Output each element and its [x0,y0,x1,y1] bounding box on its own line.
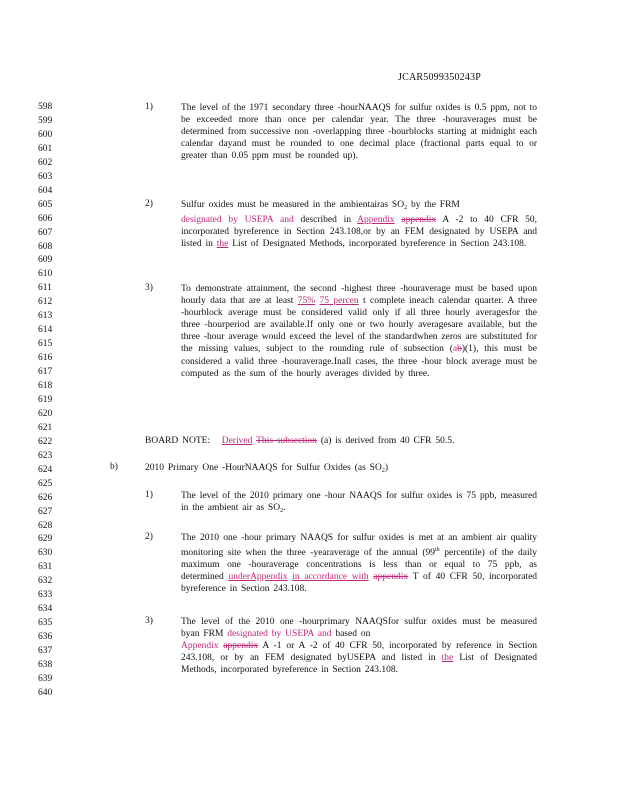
line-number: 609 [38,255,53,266]
deletion: appendix [223,641,259,652]
item-3-paragraph: To demonstrate attainment, the second -highest three -houraverage must be based upon hourly data that are at least 75% 75 percen t complete ineach calendar quarter. A three -hourblock average must be considered valid only if all three hourly averagesfor the three -hourperiod are available.If only one or two hourly averagesare available, but the three -hour average would exceed the level of the standardwhen zeros are substituted for the missing values, subject to the rounding rule of subsection (ab)(1), this must be considered a valid three -houraverage.Inall cases, the three -hour block average must be computed as the sum of the hourly averages divided by three. [181,284,538,379]
line-number: 612 [38,297,53,308]
b-item-1-number: 1) [145,490,153,500]
b-item-1-paragraph: The level of the 2010 primary one -hour NAAQS for sulfur oxides is 75 ppb, measured in the ambient air as $SO_2$. [181,491,537,515]
line-number: 613 [38,311,53,322]
deletion: appendix [401,215,437,226]
line-number: 637 [38,646,53,657]
line-number: 630 [38,548,53,559]
line-number: 618 [38,381,53,391]
line-number: 602 [38,157,53,168]
insertion: a [452,344,458,355]
line-number: 640 [38,687,53,698]
line-number: 619 [38,394,53,405]
line-number: 608 [38,241,53,252]
line-number: 633 [38,590,53,601]
insertion: designated by USEPA and [181,215,294,226]
document-id: JCAR5099350243P [398,72,482,83]
line-number: 624 [38,464,53,475]
insertion: the [441,653,454,664]
item-2-paragraph: Sulfur oxides must be measured in the ambientairas $SO_2$ by the FRM designated by USEPA and described in Appendix appendix A -2 to 40 CFR 50, incorporated byreference in Section 243.108,or by an FEM designated by USEPA and listed in the List of Designated Methods, incorporated byreference in Section 243.108. [181,200,538,250]
line-number: 635 [38,618,53,629]
item-3-number: 3) [145,283,153,293]
line-number: 615 [38,339,53,350]
insertion: Appendix [181,641,219,652]
line-number: 622 [38,436,53,447]
line-number: 636 [38,632,53,643]
line-number: 628 [38,520,53,531]
line-number: 601 [38,143,53,154]
line-number: 626 [38,492,53,503]
b-item-2-paragraph: The 2010 one -hour primary NAAQS for sulfur oxides is met at an ambient air quality monitoring site when the three -yearaverage of the annual (99th percentile) of the daily maximum one -houraverage concentrations is less than or equal to 75 ppb, as determined underAppendix in accordance with appendix T of 40 CFR 50, incorporated byreference in Section 243.108. [181,533,538,595]
line-number: 625 [38,478,53,489]
item-1-number: 1) [145,102,153,112]
line-number: 604 [38,185,53,196]
line-number: 611 [38,283,52,294]
deletion: b [457,344,462,355]
section-b-heading: 2010 Primary One -HourNAAQS for Sulfur Oxides (as $SO_2$) [145,463,388,474]
line-number: 621 [38,422,53,433]
line-number: 627 [38,506,53,517]
insertion: 75 percen [319,296,359,307]
insertion: Appendix [357,215,395,226]
line-number: 600 [38,129,53,140]
line-number: 598 [38,102,53,112]
b-item-2-number: 2) [145,532,153,542]
line-number: 639 [38,673,53,684]
line-number: 605 [38,199,53,210]
item-2-number: 2) [145,199,153,209]
line-number: 634 [38,604,53,615]
line-number: 623 [38,450,53,461]
line-number: 607 [38,227,53,238]
line-number: 616 [38,353,53,364]
line-number: 629 [38,534,53,545]
insertion: Derived [221,436,253,446]
insertion: the [216,239,229,250]
line-number: 606 [38,213,53,224]
line-number: 610 [38,269,53,280]
b-item-3-paragraph: The level of the 2010 one -hourprimary NAAQSfor sulfur oxides must be measured byan FRM designated by USEPA and based on Appendix appendix A -1 or A -2 of 40 CFR 50, incorporated by reference in Section 243.108, or by an FEM designated byUSEPA and listed in the List of Designated Methods, incorporated byreference in Section 243.108. [181,617,538,676]
line-number: 617 [38,367,53,378]
insertion: designated by USEPA and [227,629,332,640]
deletion: appendix [373,572,409,583]
b-item-3-number: 3) [145,616,153,626]
line-number: 620 [38,408,53,419]
insertion: 75% [297,296,316,307]
line-number: 603 [38,171,53,182]
line-number: 632 [38,576,53,587]
item-1-paragraph: The level of the 1971 secondary three -hourNAAQS for sulfur oxides is 0.5 ppm, not to be exceeded more than once per calendar year. The three -houraverages must be determined from successive non -overlapping three -hourblocks starting at midnight each calendar dayand must be rounded to one decimal place (fractional parts equal to or greater than 0.05 ppm must be rounded up). [181,103,537,162]
deletion: This subsection [256,436,317,446]
line-number: 599 [38,115,53,126]
insertion: in accordance with [292,572,369,583]
insertion: underAppendix [228,572,288,583]
line-number: 638 [38,660,53,670]
section-b-letter: b) [110,462,118,472]
line-number: 631 [38,562,53,573]
board-note: BOARD NOTE: Derived This subsection (a) is derived from 40 CFR 50.5. [145,436,455,446]
line-number: 614 [38,325,53,336]
